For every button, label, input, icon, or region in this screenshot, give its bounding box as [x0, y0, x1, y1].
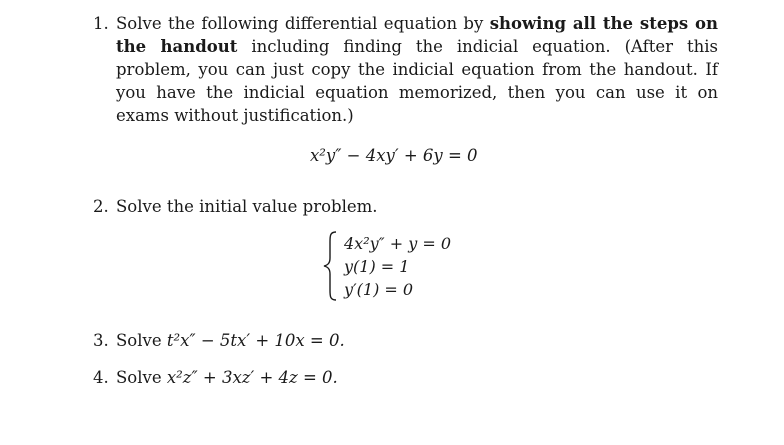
- system-equation: 4x²y″ + y = 0: [344, 234, 452, 253]
- left-brace-icon: [322, 230, 340, 302]
- problem-3-equation: t²x″ − 5tx′ + 10x = 0.: [166, 331, 345, 350]
- problem-2: [93, 195, 718, 218]
- system-initial-condition: y(1) = 1: [344, 257, 410, 276]
- problem-text: Solve x²z″ + 3xz′ + 4z = 0.: [116, 368, 338, 387]
- problem-4-equation: x²z″ + 3xz′ + 4z = 0.: [166, 368, 338, 387]
- problem-text: Solve t²x″ − 5tx′ + 10x = 0.: [116, 331, 345, 350]
- problem-number: 1.: [93, 14, 109, 33]
- bold-instruction: showing all the steps on the handout: [116, 14, 719, 56]
- problem-1-equation: x²y″ − 4xy′ + 6y = 0: [310, 146, 478, 165]
- initial-value-system: [322, 230, 522, 302]
- problem-number: 4.: [93, 368, 109, 387]
- problem-number: 3.: [93, 331, 109, 350]
- problem-text: Solve the initial value problem.: [116, 197, 378, 216]
- system-initial-condition: y′(1) = 0: [344, 280, 414, 299]
- problem-number: 2.: [93, 197, 109, 216]
- problem-3: [93, 329, 718, 352]
- problem-4: [93, 366, 718, 389]
- problem-1: [93, 12, 718, 127]
- problem-text: Solve the following differential equation by showing all the steps on the handout including finding the indicial equation. (After this problem, you can just copy the indicial equation from the handout. If you have the indicial equation memorized, then you can use it on exams without justification.): [116, 14, 719, 125]
